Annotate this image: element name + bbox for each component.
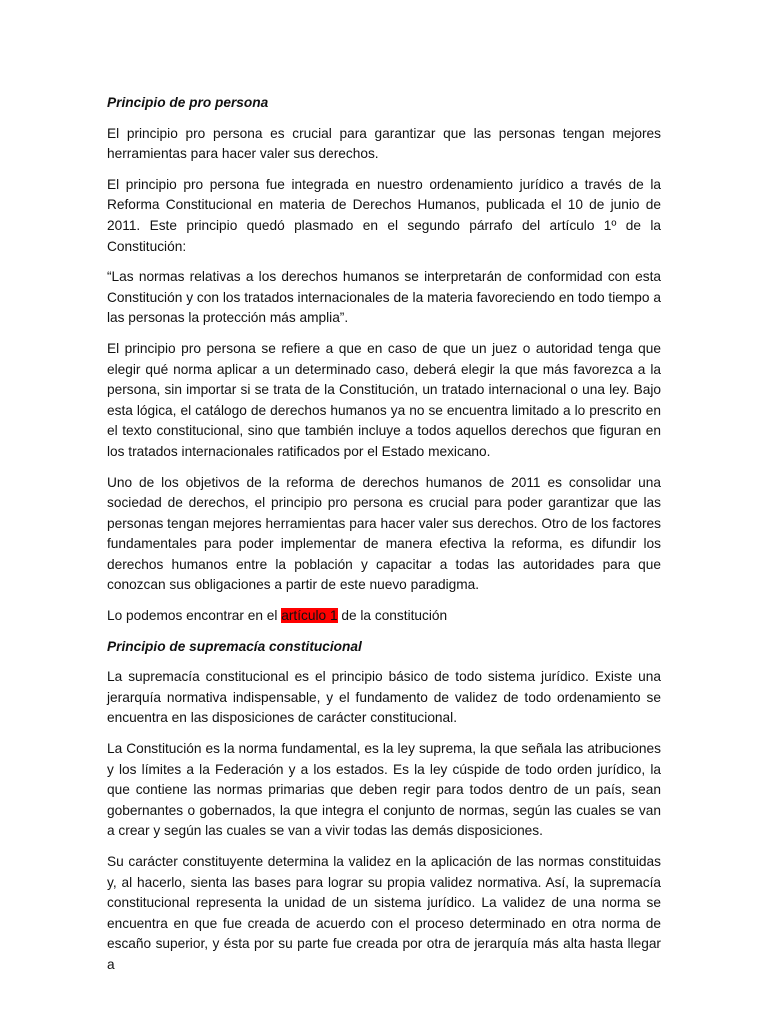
paragraph: Uno de los objetivos de la reforma de derechos humanos de 2011 es consolidar una sociedad de derechos, el principio pro persona es crucial para poder garantizar que las personas tengan mejores herramientas para hacer valer sus derechos. Otro de los factores fundamentales para poder implementar de manera efectiva la reforma, es difundir los derechos humanos entre la población y capacitar a todas las autoridades para que conozcan sus obligaciones a partir de este nuevo paradigma. bbox=[107, 474, 661, 593]
paragraph: Su carácter constituyente determina la validez en la aplicación de las normas constituidas y, al hacerlo, sienta las bases para lograr su propia validez normativa. Así, la supremacía constitucional representa la unidad de un sistema jurídico. La validez de una norma se encuentra en que fue creada de acuerdo con el proceso determinado en otra norma de escaño superior, y ésta por su parte fue creada por otra de jerarquía más alta hasta llegar a bbox=[107, 854, 661, 972]
highlighted-article-reference: artículo 1 bbox=[281, 608, 338, 624]
section-heading-pro-persona: Principio de pro persona bbox=[107, 95, 269, 110]
reference-text-after: de la constitución bbox=[337, 608, 448, 624]
section-heading-supremacia: Principio de supremacía constitucional bbox=[107, 638, 362, 654]
paragraph: El principio pro persona es crucial para garantizar que las personas tengan mejores herramientas para hacer valer sus derechos. bbox=[107, 125, 661, 162]
reference-paragraph bbox=[107, 606, 661, 627]
quote-paragraph: “Las normas relativas a los derechos humanos se interpretarán de conformidad con esta Constitución y con los tratados internacionales de la materia favoreciendo en todo tiempo a las personas la protección más amplia”. bbox=[107, 269, 661, 326]
paragraph: El principio pro persona fue integrada en nuestro ordenamiento jurídico a través de la Reforma Constitucional en materia de Derechos Humanos, publicada el 10 de junio de 2011. Este principio quedó plasmado en el segundo párrafo del artículo 1º de la Constitución: bbox=[107, 176, 661, 254]
paragraph: La supremacía constitucional es el principio básico de todo sistema jurídico. Existe una jerarquía normativa indispensable, y el fundamento de validez de todo ordenamiento se encuentra en las disposiciones de carácter constitucional. bbox=[107, 669, 661, 726]
paragraph: La Constitución es la norma fundamental, es la ley suprema, la que señala las atribuciones y los límites a la Federación y a los estados. Es la ley cúspide de todo orden jurídico, la que contiene las normas primarias que deben regir para todos dentro de un país, sean gobernantes o gobernados, la que integra el conjunto de normas, según las cuales se van a crear y según las cuales se van a vivir todas las demás disposiciones. bbox=[107, 741, 661, 839]
paragraph: El principio pro persona se refiere a que en caso de que un juez o autoridad tenga que elegir qué norma aplicar a un determinado caso, deberá elegir la que más favorezca a la persona, sin importar si se trata de la Constitución, un tratado internacional o una ley. Bajo esta lógica, el catálogo de derechos humanos ya no se encuentra limitado a lo prescrito en el texto constitucional, sino que también incluye a todos aquellos derechos que figuran en los tratados internacionales ratificados por el Estado mexicano. bbox=[107, 340, 661, 459]
reference-text-before: Lo podemos encontrar en el bbox=[107, 608, 282, 624]
